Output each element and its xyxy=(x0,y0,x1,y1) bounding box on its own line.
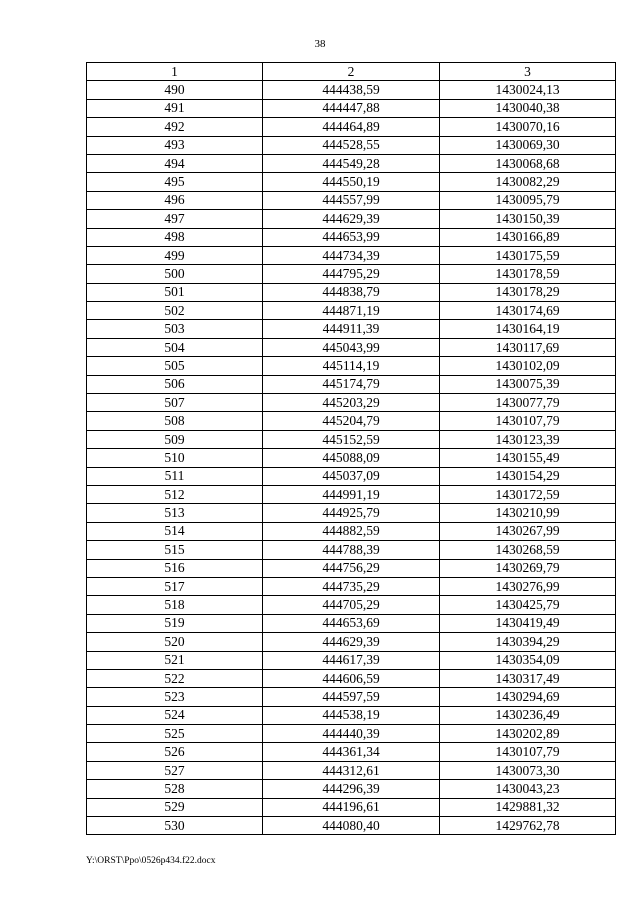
table-row xyxy=(87,817,616,835)
y-coordinate-cell: 1430317,49 xyxy=(440,669,616,687)
y-coordinate-cell: 1430164,19 xyxy=(440,320,616,338)
x-coordinate-cell: 445088,09 xyxy=(263,449,440,467)
table-row xyxy=(87,412,616,430)
table-row xyxy=(87,81,616,99)
y-coordinate-cell: 1430075,39 xyxy=(440,375,616,393)
y-coordinate-cell: 1430107,79 xyxy=(440,412,616,430)
table-row xyxy=(87,394,616,412)
point-number-cell: 522 xyxy=(87,669,263,687)
x-coordinate-cell: 444440,39 xyxy=(263,725,440,743)
x-coordinate-cell: 444528,55 xyxy=(263,136,440,154)
point-number-cell: 515 xyxy=(87,541,263,559)
y-coordinate-cell: 1430172,59 xyxy=(440,485,616,503)
x-coordinate-cell: 444312,61 xyxy=(263,761,440,779)
point-number-cell: 504 xyxy=(87,338,263,356)
column-header-2: 2 xyxy=(263,63,440,81)
y-coordinate-cell: 1430095,79 xyxy=(440,191,616,209)
x-coordinate-cell: 444756,29 xyxy=(263,559,440,577)
y-coordinate-cell: 1430174,69 xyxy=(440,302,616,320)
column-header-3: 3 xyxy=(440,63,616,81)
point-number-cell: 529 xyxy=(87,798,263,816)
table-row xyxy=(87,302,616,320)
table-body xyxy=(87,81,616,835)
y-coordinate-cell: 1430354,09 xyxy=(440,651,616,669)
x-coordinate-cell: 444735,29 xyxy=(263,577,440,595)
table-row xyxy=(87,577,616,595)
table-header xyxy=(87,63,616,81)
point-number-cell: 525 xyxy=(87,725,263,743)
y-coordinate-cell: 1430068,68 xyxy=(440,154,616,172)
point-number-cell: 526 xyxy=(87,743,263,761)
point-number-cell: 497 xyxy=(87,210,263,228)
table-row xyxy=(87,430,616,448)
table-row xyxy=(87,228,616,246)
x-coordinate-cell: 444705,29 xyxy=(263,596,440,614)
point-number-cell: 506 xyxy=(87,375,263,393)
x-coordinate-cell: 444617,39 xyxy=(263,651,440,669)
table-row xyxy=(87,743,616,761)
point-number-cell: 505 xyxy=(87,357,263,375)
y-coordinate-cell: 1430082,29 xyxy=(440,173,616,191)
table-row xyxy=(87,522,616,540)
y-coordinate-cell: 1430070,16 xyxy=(440,118,616,136)
y-coordinate-cell: 1430107,79 xyxy=(440,743,616,761)
table-row xyxy=(87,633,616,651)
point-number-cell: 511 xyxy=(87,467,263,485)
y-coordinate-cell: 1430040,38 xyxy=(440,99,616,117)
table-row xyxy=(87,118,616,136)
x-coordinate-cell: 444882,59 xyxy=(263,522,440,540)
footer-file-path: Y:\ORST\Ppo\0526p434.f22.docx xyxy=(86,856,216,866)
y-coordinate-cell: 1430073,30 xyxy=(440,761,616,779)
y-coordinate-cell: 1430268,59 xyxy=(440,541,616,559)
page-number: 38 xyxy=(314,38,326,50)
table-row xyxy=(87,173,616,191)
point-number-cell: 500 xyxy=(87,265,263,283)
point-number-cell: 492 xyxy=(87,118,263,136)
x-coordinate-cell: 444438,59 xyxy=(263,81,440,99)
point-number-cell: 521 xyxy=(87,651,263,669)
header-row xyxy=(87,63,616,81)
x-coordinate-cell: 444911,39 xyxy=(263,320,440,338)
table-row xyxy=(87,798,616,816)
x-coordinate-cell: 444196,61 xyxy=(263,798,440,816)
point-number-cell: 509 xyxy=(87,430,263,448)
y-coordinate-cell: 1430419,49 xyxy=(440,614,616,632)
y-coordinate-cell: 1430123,39 xyxy=(440,430,616,448)
point-number-cell: 502 xyxy=(87,302,263,320)
table-row xyxy=(87,467,616,485)
point-number-cell: 508 xyxy=(87,412,263,430)
point-number-cell: 516 xyxy=(87,559,263,577)
column-header-1: 1 xyxy=(87,63,263,81)
table-row xyxy=(87,210,616,228)
x-coordinate-cell: 445203,29 xyxy=(263,394,440,412)
y-coordinate-cell: 1430178,29 xyxy=(440,283,616,301)
y-coordinate-cell: 1430043,23 xyxy=(440,780,616,798)
y-coordinate-cell: 1430276,99 xyxy=(440,577,616,595)
x-coordinate-cell: 445152,59 xyxy=(263,430,440,448)
table-row xyxy=(87,136,616,154)
x-coordinate-cell: 444653,99 xyxy=(263,228,440,246)
y-coordinate-cell: 1430077,79 xyxy=(440,394,616,412)
table-row xyxy=(87,780,616,798)
x-coordinate-cell: 444991,19 xyxy=(263,485,440,503)
table-row xyxy=(87,320,616,338)
table-row xyxy=(87,706,616,724)
y-coordinate-cell: 1430178,59 xyxy=(440,265,616,283)
table-row xyxy=(87,357,616,375)
table-row xyxy=(87,375,616,393)
x-coordinate-cell: 444871,19 xyxy=(263,302,440,320)
coordinates-table xyxy=(86,62,616,835)
table-row xyxy=(87,154,616,172)
point-number-cell: 524 xyxy=(87,706,263,724)
y-coordinate-cell: 1430210,99 xyxy=(440,504,616,522)
point-number-cell: 510 xyxy=(87,449,263,467)
point-number-cell: 527 xyxy=(87,761,263,779)
table-row xyxy=(87,688,616,706)
y-coordinate-cell: 1430425,79 xyxy=(440,596,616,614)
y-coordinate-cell: 1430267,99 xyxy=(440,522,616,540)
x-coordinate-cell: 444606,59 xyxy=(263,669,440,687)
x-coordinate-cell: 444653,69 xyxy=(263,614,440,632)
point-number-cell: 496 xyxy=(87,191,263,209)
y-coordinate-cell: 1430154,29 xyxy=(440,467,616,485)
y-coordinate-cell: 1429881,32 xyxy=(440,798,616,816)
y-coordinate-cell: 1430069,30 xyxy=(440,136,616,154)
x-coordinate-cell: 444925,79 xyxy=(263,504,440,522)
y-coordinate-cell: 1430102,09 xyxy=(440,357,616,375)
y-coordinate-cell: 1430117,69 xyxy=(440,338,616,356)
point-number-cell: 501 xyxy=(87,283,263,301)
table-row xyxy=(87,99,616,117)
x-coordinate-cell: 444734,39 xyxy=(263,246,440,264)
x-coordinate-cell: 445114,19 xyxy=(263,357,440,375)
point-number-cell: 491 xyxy=(87,99,263,117)
table-row xyxy=(87,485,616,503)
table-row xyxy=(87,669,616,687)
x-coordinate-cell: 444629,39 xyxy=(263,633,440,651)
point-number-cell: 507 xyxy=(87,394,263,412)
x-coordinate-cell: 445043,99 xyxy=(263,338,440,356)
x-coordinate-cell: 444464,89 xyxy=(263,118,440,136)
table-row xyxy=(87,283,616,301)
y-coordinate-cell: 1430175,59 xyxy=(440,246,616,264)
point-number-cell: 520 xyxy=(87,633,263,651)
point-number-cell: 519 xyxy=(87,614,263,632)
point-number-cell: 503 xyxy=(87,320,263,338)
table-row xyxy=(87,265,616,283)
x-coordinate-cell: 445204,79 xyxy=(263,412,440,430)
point-number-cell: 495 xyxy=(87,173,263,191)
point-number-cell: 494 xyxy=(87,154,263,172)
x-coordinate-cell: 444361,34 xyxy=(263,743,440,761)
point-number-cell: 493 xyxy=(87,136,263,154)
y-coordinate-cell: 1430394,29 xyxy=(440,633,616,651)
x-coordinate-cell: 444597,59 xyxy=(263,688,440,706)
y-coordinate-cell: 1430155,49 xyxy=(440,449,616,467)
table-row xyxy=(87,614,616,632)
x-coordinate-cell: 445037,09 xyxy=(263,467,440,485)
y-coordinate-cell: 1430202,89 xyxy=(440,725,616,743)
point-number-cell: 512 xyxy=(87,485,263,503)
table-row xyxy=(87,191,616,209)
table-row xyxy=(87,338,616,356)
x-coordinate-cell: 445174,79 xyxy=(263,375,440,393)
point-number-cell: 523 xyxy=(87,688,263,706)
point-number-cell: 517 xyxy=(87,577,263,595)
y-coordinate-cell: 1430236,49 xyxy=(440,706,616,724)
x-coordinate-cell: 444549,28 xyxy=(263,154,440,172)
x-coordinate-cell: 444795,29 xyxy=(263,265,440,283)
point-number-cell: 513 xyxy=(87,504,263,522)
table-row xyxy=(87,596,616,614)
x-coordinate-cell: 444447,88 xyxy=(263,99,440,117)
table-row xyxy=(87,504,616,522)
y-coordinate-cell: 1430150,39 xyxy=(440,210,616,228)
x-coordinate-cell: 444629,39 xyxy=(263,210,440,228)
x-coordinate-cell: 444838,79 xyxy=(263,283,440,301)
x-coordinate-cell: 444550,19 xyxy=(263,173,440,191)
point-number-cell: 490 xyxy=(87,81,263,99)
y-coordinate-cell: 1430024,13 xyxy=(440,81,616,99)
y-coordinate-cell: 1430166,89 xyxy=(440,228,616,246)
x-coordinate-cell: 444788,39 xyxy=(263,541,440,559)
table-row xyxy=(87,559,616,577)
table-row xyxy=(87,541,616,559)
y-coordinate-cell: 1429762,78 xyxy=(440,817,616,835)
x-coordinate-cell: 444080,40 xyxy=(263,817,440,835)
point-number-cell: 528 xyxy=(87,780,263,798)
y-coordinate-cell: 1430294,69 xyxy=(440,688,616,706)
x-coordinate-cell: 444296,39 xyxy=(263,780,440,798)
y-coordinate-cell: 1430269,79 xyxy=(440,559,616,577)
x-coordinate-cell: 444538,19 xyxy=(263,706,440,724)
table-row xyxy=(87,651,616,669)
point-number-cell: 514 xyxy=(87,522,263,540)
table-row xyxy=(87,449,616,467)
point-number-cell: 530 xyxy=(87,817,263,835)
point-number-cell: 498 xyxy=(87,228,263,246)
x-coordinate-cell: 444557,99 xyxy=(263,191,440,209)
point-number-cell: 518 xyxy=(87,596,263,614)
point-number-cell: 499 xyxy=(87,246,263,264)
table-row xyxy=(87,725,616,743)
table-row xyxy=(87,761,616,779)
table-row xyxy=(87,246,616,264)
